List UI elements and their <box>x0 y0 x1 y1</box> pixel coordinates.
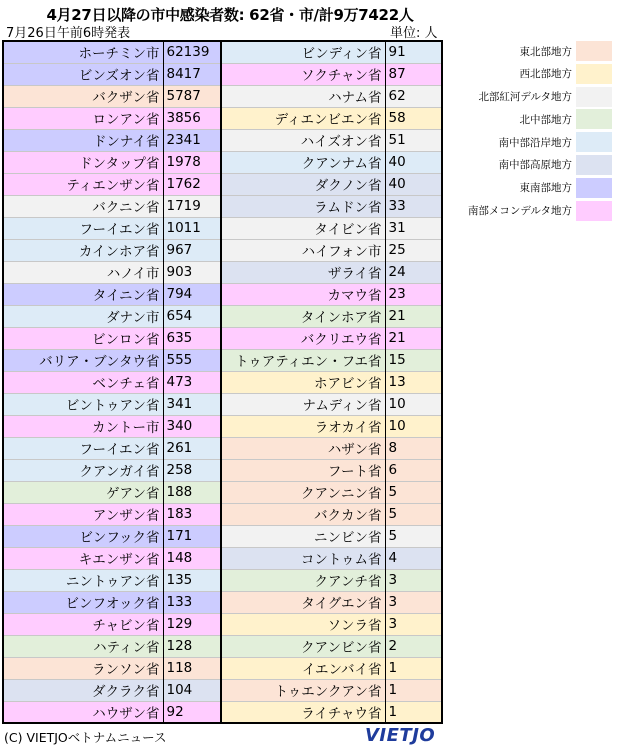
table-row <box>3 63 221 85</box>
case-count: 31 <box>385 217 442 239</box>
case-count: 171 <box>163 525 221 547</box>
case-count: 13 <box>385 371 442 393</box>
case-count: 8417 <box>163 63 221 85</box>
case-count: 1 <box>385 679 442 701</box>
province-name: タインホア省 <box>222 305 385 327</box>
province-name: クアンガイ省 <box>3 459 163 481</box>
case-count: 340 <box>163 415 221 437</box>
province-name: ディエンビエン省 <box>222 107 385 129</box>
left-table <box>2 40 222 724</box>
province-name: ホーチミン市 <box>3 41 163 63</box>
case-count: 15 <box>385 349 442 371</box>
table-row <box>3 217 221 239</box>
case-count: 129 <box>163 613 221 635</box>
province-name: ハノイ市 <box>3 261 163 283</box>
province-name: バクカン省 <box>222 503 385 525</box>
legend-item <box>458 131 615 153</box>
legend-swatch <box>576 87 612 107</box>
province-name: バリア・ブンタウ省 <box>3 349 163 371</box>
case-count: 258 <box>163 459 221 481</box>
legend-label: 北中部地方 <box>519 113 572 126</box>
province-name: ハティン省 <box>3 635 163 657</box>
province-name: イエンバイ省 <box>222 657 385 679</box>
case-count: 40 <box>385 151 442 173</box>
province-name: ハイズオン省 <box>222 129 385 151</box>
province-name: カインホア省 <box>3 239 163 261</box>
table-row <box>3 107 221 129</box>
case-count: 133 <box>163 591 221 613</box>
case-count: 62139 <box>166 44 210 61</box>
province-name: ドンタップ省 <box>3 151 163 173</box>
table-row <box>3 349 221 371</box>
table-row <box>3 525 221 547</box>
province-name: ナムディン省 <box>222 393 385 415</box>
table-row <box>222 613 442 635</box>
province-name: フーイエン省 <box>3 217 163 239</box>
province-name: ビントゥアン省 <box>3 393 163 415</box>
case-count: 261 <box>163 437 221 459</box>
province-name: ニントゥアン省 <box>3 569 163 591</box>
table-row <box>3 173 221 195</box>
case-count: 51 <box>385 129 442 151</box>
table-row <box>222 239 442 261</box>
vietjo-logo-text: VIETJO <box>365 725 436 746</box>
legend-label: 南中部高原地方 <box>498 159 572 172</box>
table-row <box>222 701 442 723</box>
province-name: ゲアン省 <box>3 481 163 503</box>
case-count: 40 <box>385 173 442 195</box>
case-tables <box>2 40 443 724</box>
legend-swatch <box>576 201 612 221</box>
case-count: 25 <box>385 239 442 261</box>
case-count: 654 <box>163 305 221 327</box>
province-name: クアンビン省 <box>222 635 385 657</box>
case-count: 341 <box>163 393 221 415</box>
table-row <box>222 217 442 239</box>
table-row <box>222 481 442 503</box>
table-row <box>3 459 221 481</box>
table-row <box>222 371 442 393</box>
table-row <box>222 437 442 459</box>
region-legend <box>458 40 615 222</box>
table-row <box>3 393 221 415</box>
table-row <box>3 129 221 151</box>
province-name: ダクノン省 <box>222 173 385 195</box>
province-name: ドンナイ省 <box>3 129 163 151</box>
province-name: ソンラ省 <box>222 613 385 635</box>
case-count: 3 <box>385 591 442 613</box>
table-row <box>3 613 221 635</box>
table-row <box>222 569 442 591</box>
province-name: クアンニン省 <box>222 481 385 503</box>
case-count: 62 <box>385 85 442 107</box>
table-row <box>222 547 442 569</box>
province-name: ラオカイ省 <box>222 415 385 437</box>
province-name: ハイフォン市 <box>222 239 385 261</box>
table-row <box>3 635 221 657</box>
province-name: ビンフオック省 <box>3 591 163 613</box>
legend-item <box>458 108 615 130</box>
legend-label: 東北部地方 <box>519 45 572 58</box>
table-row <box>3 41 221 63</box>
case-count: 148 <box>163 547 221 569</box>
province-name: コントゥム省 <box>222 547 385 569</box>
province-name: クアンチ省 <box>222 569 385 591</box>
table-row <box>222 283 442 305</box>
case-count: 1 <box>385 701 442 723</box>
legend-item <box>458 86 615 108</box>
province-name: ニンビン省 <box>222 525 385 547</box>
province-name: キエンザン省 <box>3 547 163 569</box>
province-name: バクザン省 <box>3 85 163 107</box>
legend-swatch <box>576 64 612 84</box>
table-row <box>3 371 221 393</box>
province-name: ランソン省 <box>3 657 163 679</box>
legend-label: 東南部地方 <box>519 182 572 195</box>
province-name: トゥエンクアン省 <box>222 679 385 701</box>
case-count: 23 <box>385 283 442 305</box>
table-row <box>222 129 442 151</box>
table-row <box>3 415 221 437</box>
right-table <box>222 40 443 724</box>
legend-label: 西北部地方 <box>519 68 572 81</box>
province-name: タイビン省 <box>222 217 385 239</box>
table-row <box>3 591 221 613</box>
province-name: ザライ省 <box>222 261 385 283</box>
case-count: 2 <box>385 635 442 657</box>
legend-swatch <box>576 155 612 175</box>
case-count: 3856 <box>163 107 221 129</box>
legend-swatch <box>576 178 612 198</box>
legend-item <box>458 200 615 222</box>
announcement-date: 7月26日午前6時発表 <box>6 26 131 41</box>
case-count: 6 <box>385 459 442 481</box>
province-name: ビンロン省 <box>3 327 163 349</box>
province-name: タイニン省 <box>3 283 163 305</box>
table-row <box>222 261 442 283</box>
table-row <box>222 151 442 173</box>
table-row <box>3 481 221 503</box>
province-name: ロンアン省 <box>3 107 163 129</box>
case-count: 555 <box>163 349 221 371</box>
province-name: ダナン市 <box>3 305 163 327</box>
table-row <box>222 657 442 679</box>
case-count: 1 <box>385 657 442 679</box>
table-row <box>222 327 442 349</box>
case-count: 5787 <box>163 85 221 107</box>
case-count: 135 <box>163 569 221 591</box>
case-count: 967 <box>163 239 221 261</box>
province-name: ホアビン省 <box>222 371 385 393</box>
table-row <box>222 107 442 129</box>
case-count: 1762 <box>163 173 221 195</box>
case-count: 4 <box>385 547 442 569</box>
case-count: 1011 <box>163 217 221 239</box>
legend-item <box>458 177 615 199</box>
case-count: 5 <box>385 481 442 503</box>
province-name: アンザン省 <box>3 503 163 525</box>
table-row <box>222 173 442 195</box>
table-row <box>3 283 221 305</box>
table-row <box>3 239 221 261</box>
province-name: フーイエン省 <box>3 437 163 459</box>
table-row <box>222 415 442 437</box>
table-row <box>222 349 442 371</box>
province-name: ソクチャン省 <box>222 63 385 85</box>
table-row <box>3 437 221 459</box>
table-row <box>3 305 221 327</box>
province-name: ハザン省 <box>222 437 385 459</box>
table-row <box>222 85 442 107</box>
table-row <box>3 195 221 217</box>
unit-label: 単位: 人 <box>390 26 438 41</box>
case-count: 5 <box>385 503 442 525</box>
case-count: 8 <box>385 437 442 459</box>
case-count: 91 <box>388 44 406 61</box>
case-count: 2341 <box>163 129 221 151</box>
legend-swatch <box>576 132 612 152</box>
table-row <box>3 679 221 701</box>
case-count: 10 <box>385 393 442 415</box>
case-count: 473 <box>163 371 221 393</box>
province-name: ベンチェ省 <box>3 371 163 393</box>
table-row <box>222 393 442 415</box>
copyright: (C) VIETJOベトナムニュース <box>4 730 167 745</box>
legend-label: 南中部沿岸地方 <box>498 136 572 149</box>
case-count: 1978 <box>163 151 221 173</box>
table-row <box>222 305 442 327</box>
case-count: 21 <box>385 305 442 327</box>
table-row <box>222 679 442 701</box>
province-name: カントー市 <box>3 415 163 437</box>
case-count: 128 <box>163 635 221 657</box>
table-row <box>222 635 442 657</box>
case-count: 10 <box>385 415 442 437</box>
province-name: ビンフック省 <box>3 525 163 547</box>
province-name: ダクラク省 <box>3 679 163 701</box>
province-name: ビンズオン省 <box>3 63 163 85</box>
province-name: ハウザン省 <box>3 701 163 723</box>
case-count: 58 <box>385 107 442 129</box>
legend-label: 南部メコンデルタ地方 <box>467 205 572 218</box>
province-name: バクニン省 <box>3 195 163 217</box>
table-row <box>222 591 442 613</box>
table-row <box>3 261 221 283</box>
province-name: ハナム省 <box>222 85 385 107</box>
province-name: ライチャウ省 <box>222 701 385 723</box>
province-name: バクリエウ省 <box>222 327 385 349</box>
case-count: 188 <box>163 481 221 503</box>
province-name: チャビン省 <box>3 613 163 635</box>
case-count: 635 <box>163 327 221 349</box>
table-row <box>3 701 221 723</box>
table-row <box>3 85 221 107</box>
table-row <box>222 41 442 63</box>
table-row <box>222 195 442 217</box>
legend-swatch <box>576 41 612 61</box>
province-name: カマウ省 <box>222 283 385 305</box>
case-count: 1719 <box>163 195 221 217</box>
case-count: 183 <box>163 503 221 525</box>
case-count: 794 <box>163 283 221 305</box>
case-count: 104 <box>163 679 221 701</box>
table-row <box>3 151 221 173</box>
table-row <box>222 525 442 547</box>
case-count: 5 <box>385 525 442 547</box>
province-name: タイグエン省 <box>222 591 385 613</box>
province-name: ビンディン省 <box>222 41 385 63</box>
legend-item <box>458 63 615 85</box>
table-row <box>222 503 442 525</box>
vietjo-logo <box>365 725 435 746</box>
table-row <box>222 63 442 85</box>
case-count: 87 <box>385 63 442 85</box>
table-row <box>3 569 221 591</box>
table-row <box>3 503 221 525</box>
table-row <box>222 459 442 481</box>
case-count: 118 <box>163 657 221 679</box>
legend-item <box>458 154 615 176</box>
case-count: 92 <box>163 701 221 723</box>
legend-swatch <box>576 109 612 129</box>
case-count: 21 <box>385 327 442 349</box>
table-row <box>3 327 221 349</box>
table-row <box>3 657 221 679</box>
province-name: フート省 <box>222 459 385 481</box>
case-count: 33 <box>385 195 442 217</box>
province-name: トゥアティエン・フエ省 <box>222 349 385 371</box>
table-row <box>3 547 221 569</box>
case-count: 3 <box>385 569 442 591</box>
case-count: 24 <box>385 261 442 283</box>
province-name: クアンナム省 <box>222 151 385 173</box>
legend-item <box>458 40 615 62</box>
case-count: 3 <box>385 613 442 635</box>
province-name: ラムドン省 <box>222 195 385 217</box>
case-count: 903 <box>163 261 221 283</box>
chart-title: 4月27日以降の市中感染者数: 62省・市/計9万7422人 <box>46 6 414 24</box>
legend-label: 北部紅河デルタ地方 <box>478 91 572 104</box>
province-name: ティエンザン省 <box>3 173 163 195</box>
